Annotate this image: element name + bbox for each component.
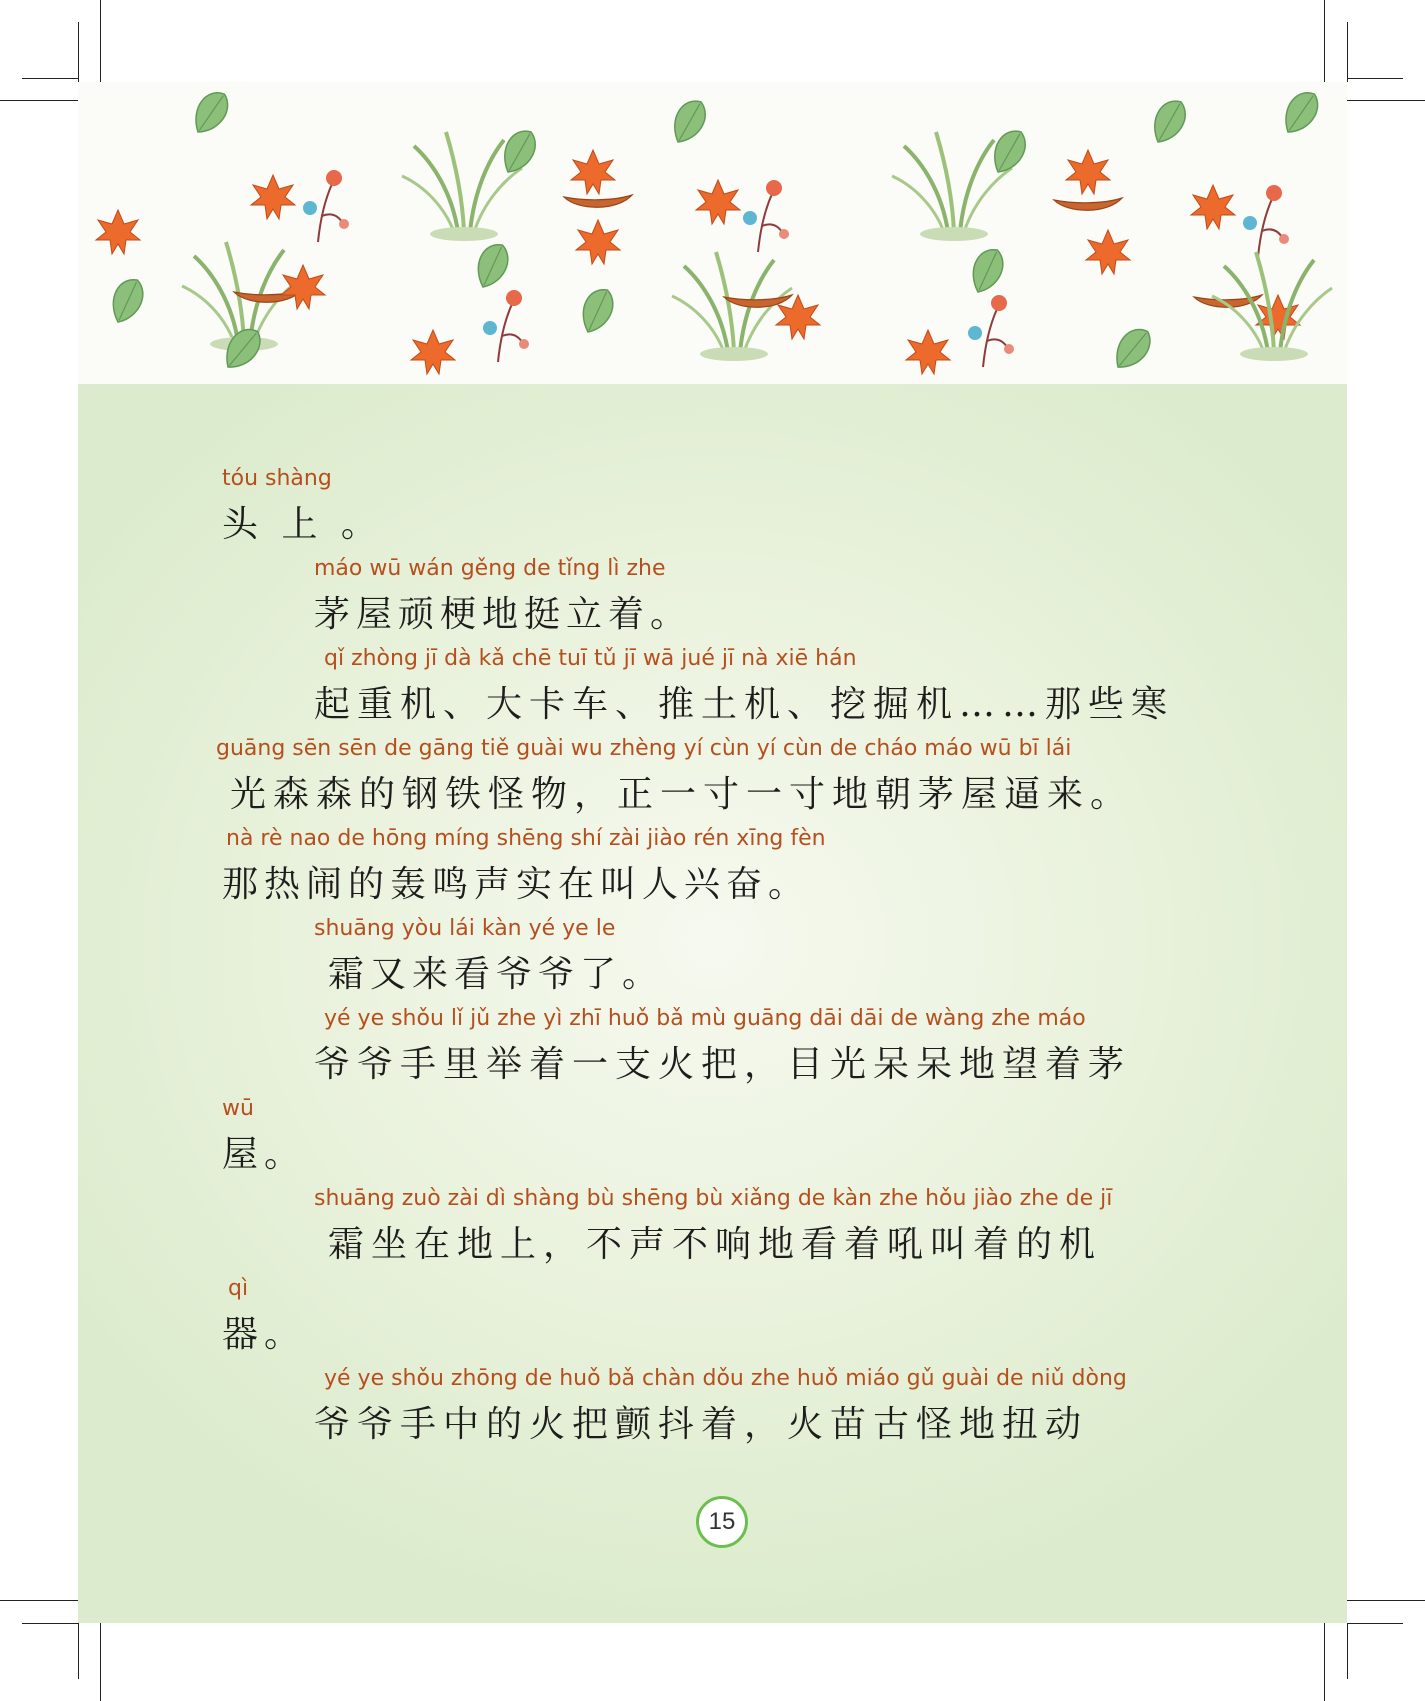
hanzi-line: 爷爷手里举着一支火把，目光呆呆地望着茅 — [314, 1044, 1132, 1085]
text-line — [78, 826, 1347, 906]
hanzi-line: 那热闹的轰鸣声实在叫人兴奋。 — [222, 864, 811, 905]
crop-mark — [22, 1623, 78, 1624]
pinyin-line: shuāng zuò zài dì shàng bù shēng bù xiǎng de kàn zhe hǒu jiào zhe de jī — [314, 1186, 1113, 1211]
story-panel — [78, 384, 1347, 1623]
crop-mark — [22, 78, 78, 79]
pinyin-line: nà rè nao de hōng míng shēng shí zài jiào rén xīng fèn — [226, 826, 826, 851]
pinyin-line: wū — [222, 1096, 254, 1121]
text-line — [78, 736, 1347, 816]
crop-mark — [78, 22, 79, 82]
crop-mark — [1347, 78, 1403, 79]
hanzi-line: 器。 — [222, 1314, 307, 1355]
crop-mark — [78, 1623, 79, 1679]
text-line — [78, 1096, 1347, 1176]
pinyin-line: guāng sēn sēn de gāng tiě guài wu zhèng yí cùn yí cùn de cháo máo wū bī lái — [216, 736, 1072, 761]
pinyin-line: tóu shàng — [222, 466, 332, 491]
hanzi-line: 霜又来看爷爷了。 — [328, 954, 665, 995]
text-line — [78, 1006, 1347, 1086]
hanzi-line: 霜坐在地上，不声不响地看着吼叫着的机 — [328, 1224, 1103, 1265]
hanzi-line: 茅屋顽梗地挺立着。 — [314, 594, 693, 635]
text-line — [78, 1276, 1347, 1356]
crop-mark — [1347, 22, 1348, 82]
leaf-pattern-illustration — [78, 82, 1347, 384]
text-line — [78, 1186, 1347, 1266]
page-number: 15 — [696, 1496, 748, 1548]
text-line — [78, 466, 1347, 546]
crop-mark — [100, 1623, 101, 1701]
text-line — [78, 1366, 1347, 1446]
pinyin-line: yé ye shǒu zhōng de huǒ bǎ chàn dǒu zhe huǒ miáo gǔ guài de niǔ dòng — [324, 1366, 1127, 1391]
hanzi-line: 起重机、大卡车、推土机、挖掘机……那些寒 — [314, 684, 1175, 725]
text-line — [78, 556, 1347, 636]
crop-mark — [1347, 1623, 1348, 1679]
text-line — [78, 646, 1347, 726]
pinyin-line: qǐ zhòng jī dà kǎ chē tuī tǔ jī wā jué jī nà xiē hán — [324, 646, 857, 671]
crop-mark — [1347, 1623, 1403, 1624]
crop-mark — [1324, 1623, 1325, 1701]
hanzi-line: 头 上 。 — [222, 504, 383, 545]
hanzi-line: 屋。 — [222, 1134, 307, 1175]
pinyin-line: máo wū wán gěng de tǐng lì zhe — [314, 556, 666, 581]
hanzi-line: 爷爷手中的火把颤抖着，火苗古怪地扭动 — [314, 1404, 1089, 1445]
pinyin-line: yé ye shǒu lǐ jǔ zhe yì zhī huǒ bǎ mù guāng dāi dāi de wàng zhe máo — [324, 1006, 1086, 1031]
illustration-banner — [78, 82, 1347, 384]
hanzi-line: 光森森的钢铁怪物，正一寸一寸地朝茅屋逼来。 — [230, 774, 1134, 815]
pinyin-line: shuāng yòu lái kàn yé ye le — [314, 916, 616, 941]
text-line — [78, 916, 1347, 996]
pinyin-line: qì — [228, 1276, 249, 1301]
